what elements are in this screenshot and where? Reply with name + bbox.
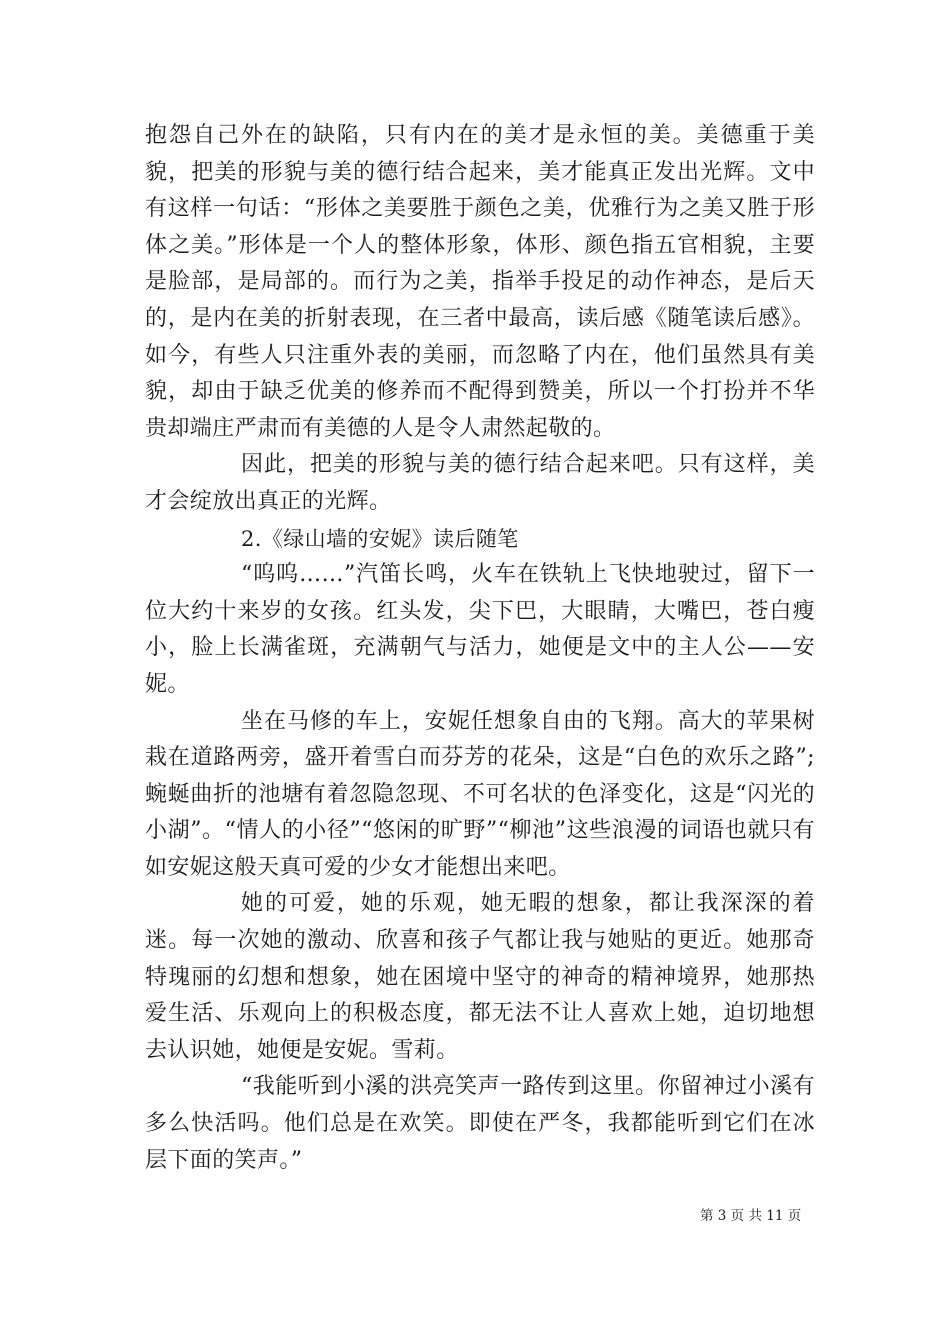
paragraph-5: 她的可爱，她的乐观，她无暇的想象，都让我深深的着迷。每一次她的激动、欣喜和孩子气都让我与她贴的更近。她那奇特瑰丽的幻想和想象，她在困境中坚守的神奇的精神境界，她那热爱生活、乐观向上的积极态度，都无法不让人喜欢上她，迫切地想去认识她，她便是安妮。雪莉。 xyxy=(145,891,815,1063)
paragraph-6: “我能听到小溪的洪亮笑声一路传到这里。你留神过小溪有多么快活吗。他们总是在欢笑。即使在严冬，我都能听到它们在冰层下面的笑声。” xyxy=(145,1074,815,1173)
paragraph-1: 抱怨自己外在的缺陷，只有内在的美才是永恒的美。美德重于美貌，把美的形貌与美的德行结合起来，美才能真正发出光辉。文中有这样一句话：“形体之美要胜于颜色之美，优雅行为之美又胜于形体之美。”形体是一个人的整体形象，体形、颜色指五官相貌，主要是脸部，是局部的。而行为之美，指举手投足的动作神态，是后天的，是内在美的折射表现，在三者中最高，读后感《随笔读后感》。如今，有些人只注重外表的美丽，而忽略了内在，他们虽然具有美貌，却由于缺乏优美的修养而不配得到赞美，所以一个打扮并不华贵却端庄严肃而有美德的人是令人肃然起敬的。 xyxy=(145,123,815,441)
document-body xyxy=(145,118,815,1179)
paragraph-4: 坐在马修的车上，安妮任想象自由的飞翔。高大的苹果树栽在道路两旁，盛开着雪白而芬芳的花朵，这是“白色的欢乐之路”;蜿蜒曲折的池塘有着忽隐忽现、不可名状的色泽变化，这是“闪光的小湖”。“情人的小径”“悠闲的旷野”“柳池”这些浪漫的词语也就只有如安妮这般天真可爱的少女才能想出来吧。 xyxy=(145,708,815,880)
page-number-footer: 第 3 页 共 11 页 xyxy=(700,1208,802,1224)
section-heading: 2.《绿山墙的安妮》读后随笔 xyxy=(241,526,519,551)
paragraph-3: “呜呜……”汽笛长鸣，火车在铁轨上飞快地驶过，留下一位大约十来岁的女孩。红头发，尖下巴，大眼睛，大嘴巴，苍白瘦小，脸上长满雀斑，充满朝气与活力，她便是文中的主人公——安妮。 xyxy=(145,562,815,697)
paragraph-2: 因此，把美的形貌与美的德行结合起来吧。只有这样，美才会绽放出真正的光辉。 xyxy=(145,452,815,514)
